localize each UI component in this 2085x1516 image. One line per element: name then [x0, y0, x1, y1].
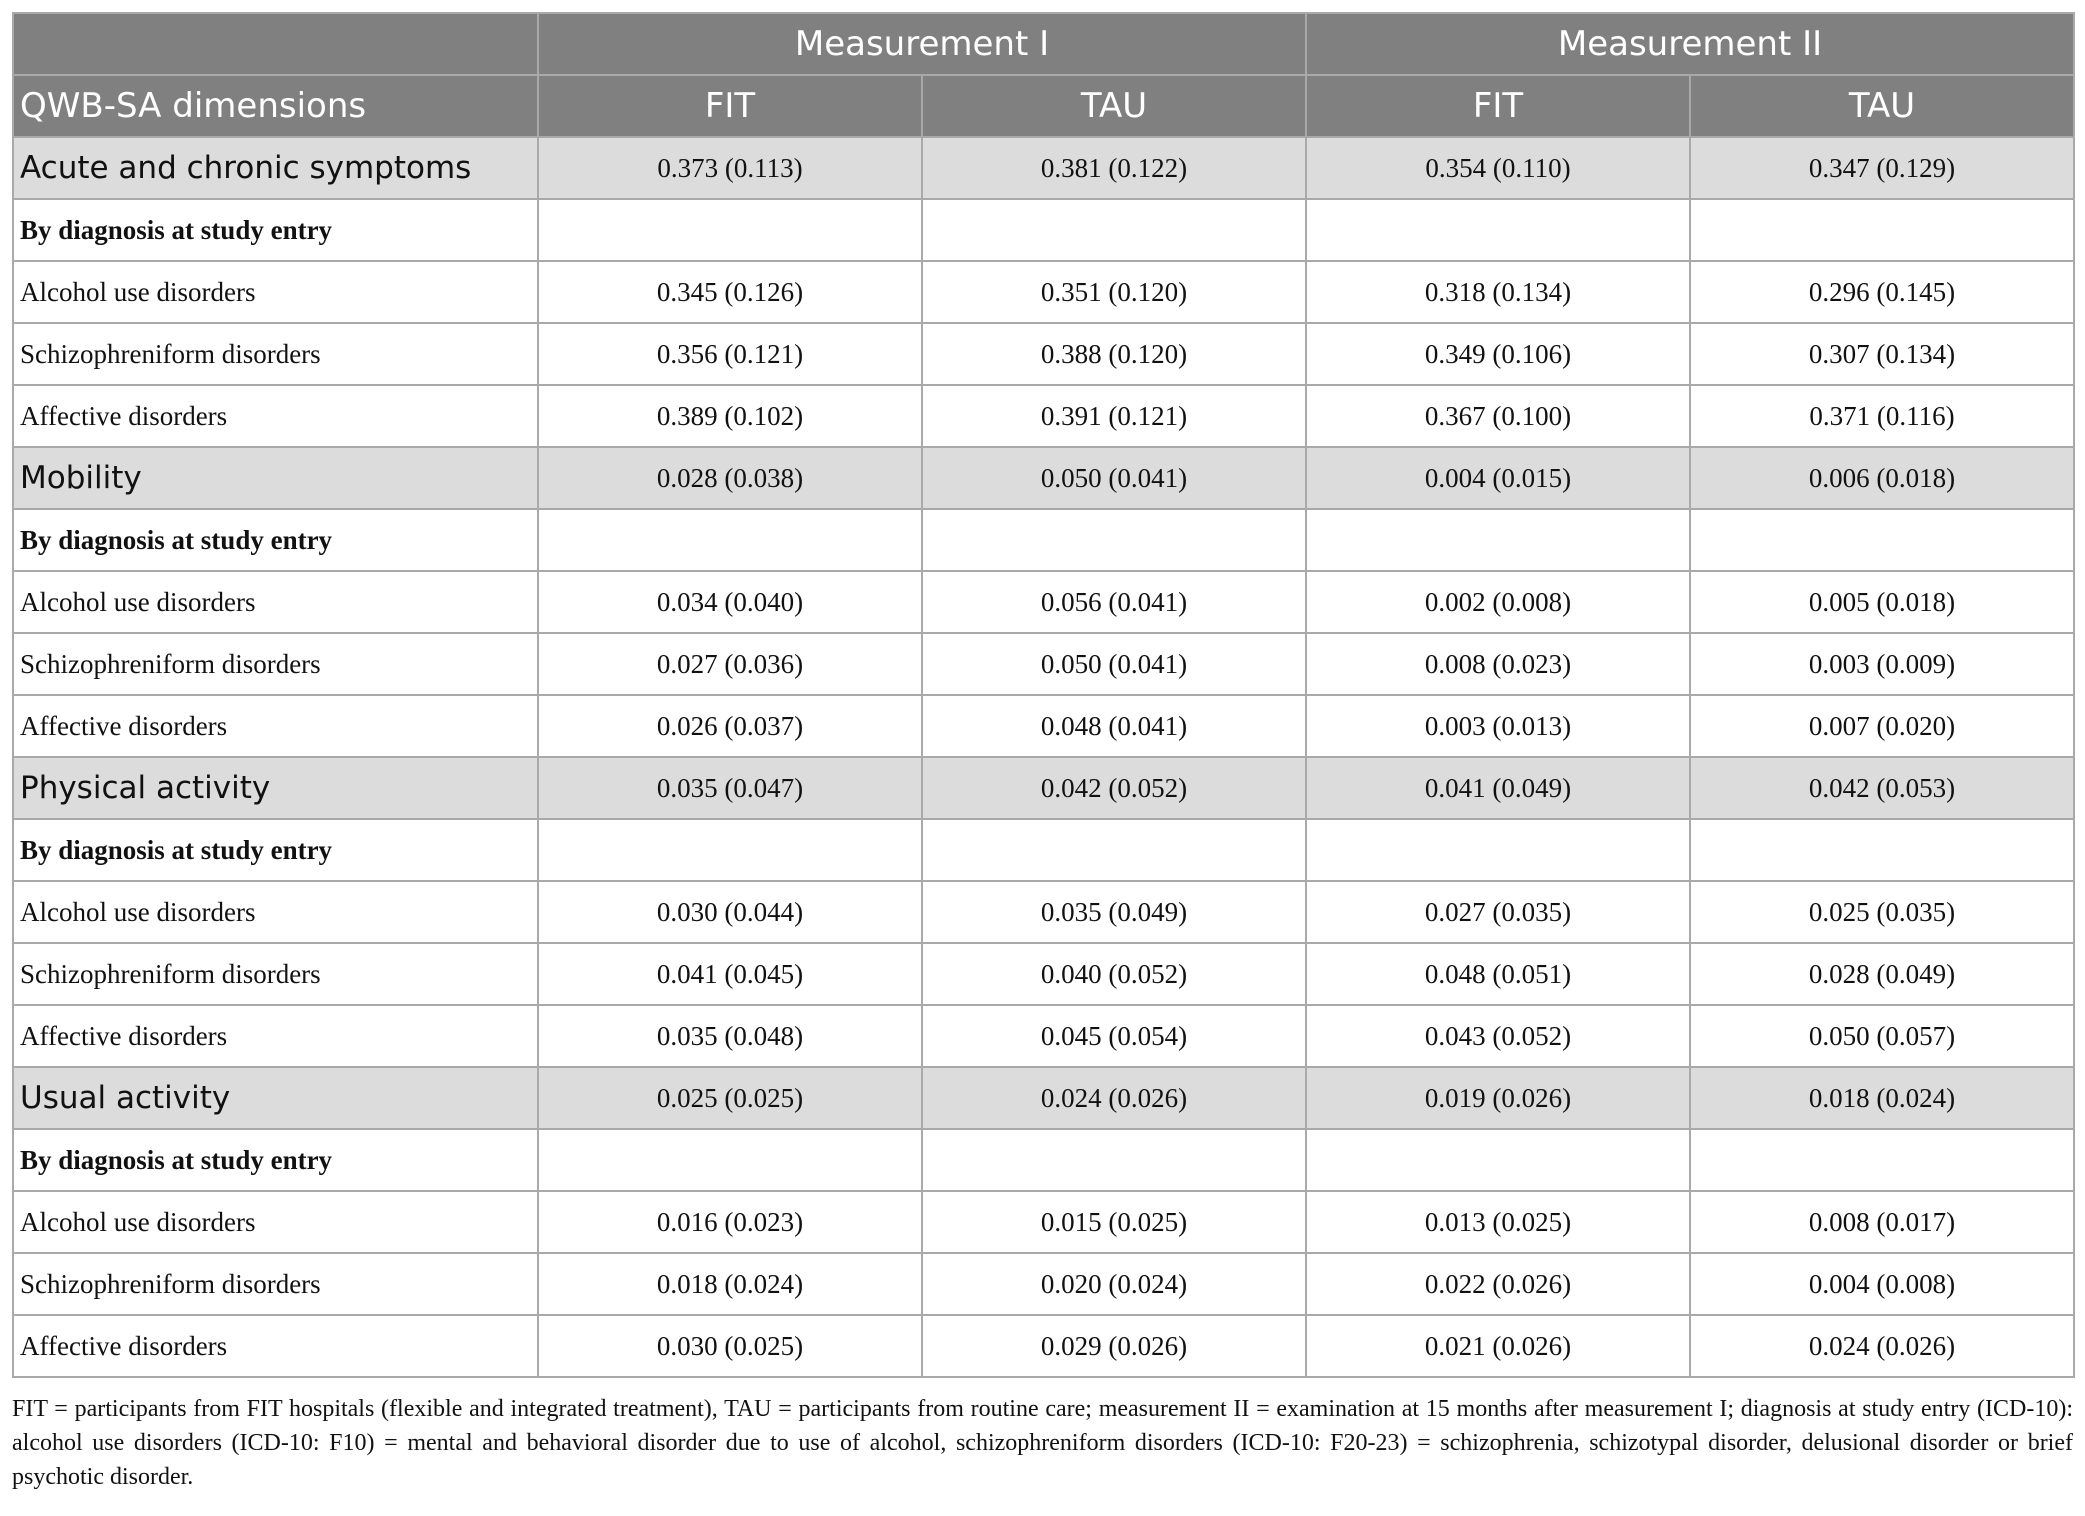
value-cell	[1306, 509, 1690, 571]
value-cell: 0.041 (0.045)	[538, 943, 922, 1005]
table-footnote: FIT = participants from FIT hospitals (flexible and integrated treatment), TAU = participants from routine care; measurement II = examination at 15 months after measurement I; diagnosis at study entry (ICD-10): alcohol use disorders (ICD-10: F10) = mental and behavioral disorder due to use of alcohol, schizophreniform disorders (ICD-10: F20-23) = schizophrenia, schizotypal disorder, delusional disorder or brief psychotic disorder.	[12, 1396, 2073, 1490]
category-row	[13, 1067, 2074, 1129]
value-cell: 0.025 (0.035)	[1690, 881, 2074, 943]
value-cell: 0.029 (0.026)	[922, 1315, 1306, 1377]
row-label: Schizophreniform disorders	[13, 943, 538, 1005]
value-cell: 0.318 (0.134)	[1306, 261, 1690, 323]
value-cell: 0.389 (0.102)	[538, 385, 922, 447]
subheading-row	[13, 819, 2074, 881]
value-cell	[1306, 1129, 1690, 1191]
table-row	[13, 881, 2074, 943]
row-label: Affective disorders	[13, 695, 538, 757]
value-cell: 0.388 (0.120)	[922, 323, 1306, 385]
value-cell: 0.026 (0.037)	[538, 695, 922, 757]
value-cell: 0.048 (0.041)	[922, 695, 1306, 757]
value-cell	[1690, 509, 2074, 571]
value-cell: 0.008 (0.017)	[1690, 1191, 2074, 1253]
value-cell: 0.008 (0.023)	[1306, 633, 1690, 695]
value-cell: 0.002 (0.008)	[1306, 571, 1690, 633]
category-row	[13, 447, 2074, 509]
header-row-groups	[13, 75, 2074, 137]
value-cell: 0.004 (0.015)	[1306, 447, 1690, 509]
row-label: Alcohol use disorders	[13, 571, 538, 633]
header-dimension-label: QWB-SA dimensions	[13, 75, 538, 137]
row-label: By diagnosis at study entry	[13, 1129, 538, 1191]
value-cell: 0.003 (0.013)	[1306, 695, 1690, 757]
value-cell: 0.056 (0.041)	[922, 571, 1306, 633]
value-cell: 0.022 (0.026)	[1306, 1253, 1690, 1315]
row-label: Schizophreniform disorders	[13, 1253, 538, 1315]
value-cell: 0.030 (0.044)	[538, 881, 922, 943]
value-cell: 0.050 (0.057)	[1690, 1005, 2074, 1067]
value-cell	[922, 819, 1306, 881]
value-cell: 0.016 (0.023)	[538, 1191, 922, 1253]
value-cell: 0.367 (0.100)	[1306, 385, 1690, 447]
value-cell: 0.027 (0.035)	[1306, 881, 1690, 943]
value-cell	[922, 199, 1306, 261]
value-cell: 0.030 (0.025)	[538, 1315, 922, 1377]
table-row	[13, 385, 2074, 447]
value-cell: 0.034 (0.040)	[538, 571, 922, 633]
table-row	[13, 571, 2074, 633]
value-cell: 0.349 (0.106)	[1306, 323, 1690, 385]
value-cell: 0.028 (0.049)	[1690, 943, 2074, 1005]
value-cell: 0.035 (0.049)	[922, 881, 1306, 943]
table-row	[13, 261, 2074, 323]
value-cell: 0.041 (0.049)	[1306, 757, 1690, 819]
value-cell: 0.045 (0.054)	[922, 1005, 1306, 1067]
value-cell: 0.373 (0.113)	[538, 137, 922, 199]
table-row	[13, 1315, 2074, 1377]
value-cell: 0.035 (0.048)	[538, 1005, 922, 1067]
table-row	[13, 633, 2074, 695]
row-label: By diagnosis at study entry	[13, 509, 538, 571]
row-label: Affective disorders	[13, 1315, 538, 1377]
header-measurement-1: Measurement I	[538, 13, 1306, 75]
row-label: By diagnosis at study entry	[13, 819, 538, 881]
subheading-row	[13, 509, 2074, 571]
value-cell: 0.381 (0.122)	[922, 137, 1306, 199]
value-cell: 0.040 (0.052)	[922, 943, 1306, 1005]
value-cell: 0.307 (0.134)	[1690, 323, 2074, 385]
row-label: Usual activity	[13, 1067, 538, 1129]
value-cell: 0.027 (0.036)	[538, 633, 922, 695]
value-cell: 0.035 (0.047)	[538, 757, 922, 819]
value-cell: 0.003 (0.009)	[1690, 633, 2074, 695]
table-body	[13, 137, 2074, 1377]
value-cell: 0.296 (0.145)	[1690, 261, 2074, 323]
value-cell: 0.018 (0.024)	[538, 1253, 922, 1315]
value-cell: 0.020 (0.024)	[922, 1253, 1306, 1315]
value-cell	[1690, 819, 2074, 881]
category-row	[13, 137, 2074, 199]
value-cell: 0.371 (0.116)	[1690, 385, 2074, 447]
row-label: Affective disorders	[13, 1005, 538, 1067]
value-cell: 0.050 (0.041)	[922, 633, 1306, 695]
row-label: Schizophreniform disorders	[13, 323, 538, 385]
value-cell	[1690, 1129, 2074, 1191]
header-row-measurements	[13, 13, 2074, 75]
table-row	[13, 323, 2074, 385]
row-label: Acute and chronic symptoms	[13, 137, 538, 199]
value-cell: 0.007 (0.020)	[1690, 695, 2074, 757]
value-cell: 0.345 (0.126)	[538, 261, 922, 323]
subheading-row	[13, 199, 2074, 261]
value-cell: 0.354 (0.110)	[1306, 137, 1690, 199]
category-row	[13, 757, 2074, 819]
value-cell	[1306, 199, 1690, 261]
value-cell: 0.028 (0.038)	[538, 447, 922, 509]
value-cell	[1306, 819, 1690, 881]
value-cell	[1690, 199, 2074, 261]
value-cell	[922, 509, 1306, 571]
value-cell: 0.005 (0.018)	[1690, 571, 2074, 633]
header-fit-1: FIT	[538, 75, 922, 137]
row-label: Alcohol use disorders	[13, 261, 538, 323]
header-tau-2: TAU	[1690, 75, 2074, 137]
value-cell: 0.021 (0.026)	[1306, 1315, 1690, 1377]
row-label: Alcohol use disorders	[13, 881, 538, 943]
subheading-row	[13, 1129, 2074, 1191]
row-label: Mobility	[13, 447, 538, 509]
value-cell: 0.356 (0.121)	[538, 323, 922, 385]
table-row	[13, 1253, 2074, 1315]
value-cell: 0.391 (0.121)	[922, 385, 1306, 447]
value-cell: 0.043 (0.052)	[1306, 1005, 1690, 1067]
header-fit-2: FIT	[1306, 75, 1690, 137]
value-cell	[538, 509, 922, 571]
header-measurement-2: Measurement II	[1306, 13, 2074, 75]
row-label: By diagnosis at study entry	[13, 199, 538, 261]
value-cell: 0.015 (0.025)	[922, 1191, 1306, 1253]
table-row	[13, 943, 2074, 1005]
value-cell: 0.024 (0.026)	[1690, 1315, 2074, 1377]
qwb-sa-table	[12, 12, 2075, 1378]
value-cell: 0.018 (0.024)	[1690, 1067, 2074, 1129]
value-cell	[538, 1129, 922, 1191]
value-cell	[538, 819, 922, 881]
value-cell: 0.024 (0.026)	[922, 1067, 1306, 1129]
header-empty-cell	[13, 13, 538, 75]
value-cell: 0.042 (0.053)	[1690, 757, 2074, 819]
value-cell: 0.042 (0.052)	[922, 757, 1306, 819]
table-row	[13, 1191, 2074, 1253]
value-cell: 0.019 (0.026)	[1306, 1067, 1690, 1129]
value-cell: 0.048 (0.051)	[1306, 943, 1690, 1005]
table-row	[13, 1005, 2074, 1067]
value-cell: 0.013 (0.025)	[1306, 1191, 1690, 1253]
value-cell	[538, 199, 922, 261]
row-label: Affective disorders	[13, 385, 538, 447]
value-cell: 0.025 (0.025)	[538, 1067, 922, 1129]
value-cell: 0.050 (0.041)	[922, 447, 1306, 509]
value-cell: 0.351 (0.120)	[922, 261, 1306, 323]
table-row	[13, 695, 2074, 757]
table-container	[12, 12, 2073, 1494]
row-label: Schizophreniform disorders	[13, 633, 538, 695]
value-cell: 0.347 (0.129)	[1690, 137, 2074, 199]
value-cell: 0.006 (0.018)	[1690, 447, 2074, 509]
row-label: Alcohol use disorders	[13, 1191, 538, 1253]
value-cell	[922, 1129, 1306, 1191]
value-cell: 0.004 (0.008)	[1690, 1253, 2074, 1315]
row-label: Physical activity	[13, 757, 538, 819]
header-tau-1: TAU	[922, 75, 1306, 137]
